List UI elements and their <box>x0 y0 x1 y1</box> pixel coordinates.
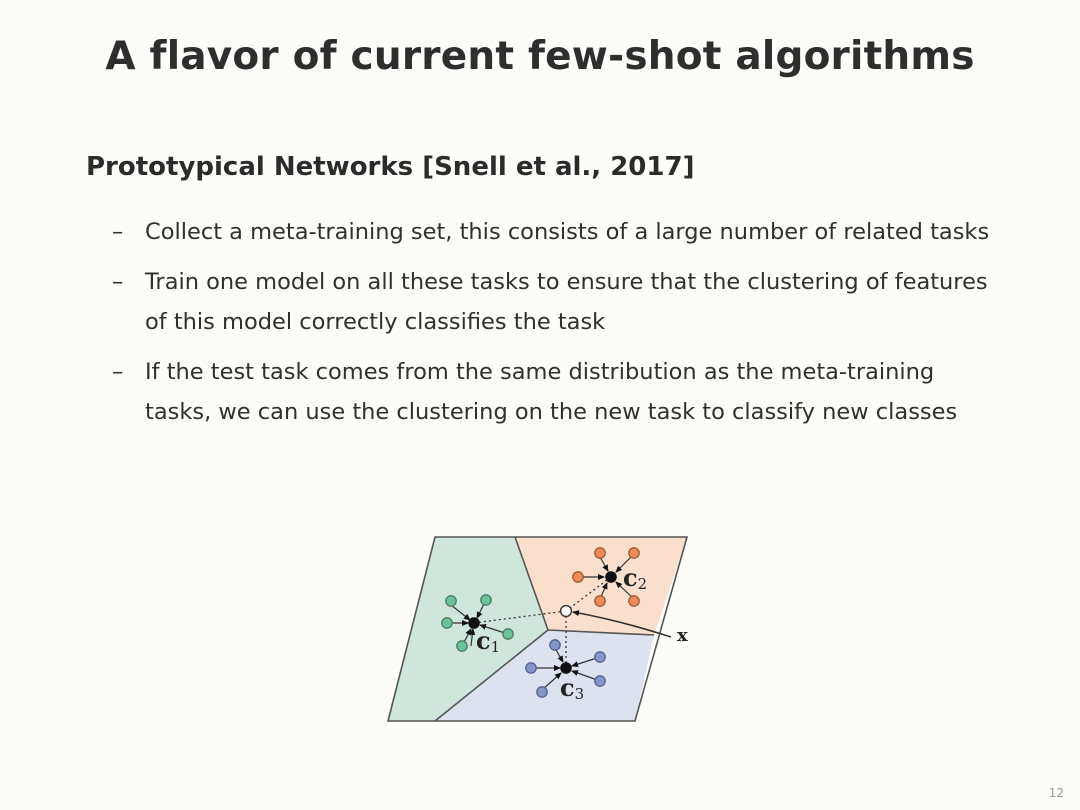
bullet-item-3 <box>112 352 992 432</box>
label-query: x <box>677 625 688 646</box>
bullet-text-3: If the test task comes from the same distribution as the meta-training tasks, we can use the clustering on the new task to classify new classes <box>145 359 958 425</box>
support-point-c3 <box>595 652 605 662</box>
bullet-item-1 <box>112 212 992 252</box>
support-point-c1 <box>481 595 491 605</box>
support-point-c2 <box>629 548 639 558</box>
bullet-list <box>112 212 992 442</box>
bullet-dash: – <box>112 219 124 245</box>
section-heading: Prototypical Networks [Snell et al., 2017] <box>86 152 695 182</box>
support-point-c2 <box>629 596 639 606</box>
bullet-dash: – <box>112 269 124 295</box>
support-point-c3 <box>537 687 547 697</box>
support-point-c1 <box>446 596 456 606</box>
support-point-c1 <box>503 629 513 639</box>
support-point-c2 <box>573 572 583 582</box>
bullet-item-2 <box>112 262 992 342</box>
support-point-c2 <box>595 596 605 606</box>
query-point <box>561 606 572 617</box>
page-number: 12 <box>1048 786 1064 800</box>
support-point-c1 <box>442 618 452 628</box>
prototype-c2 <box>605 571 617 583</box>
bullet-dash: – <box>112 359 124 385</box>
slide-title: A flavor of current few-shot algorithms <box>105 34 975 79</box>
support-point-c2 <box>595 548 605 558</box>
support-point-c1 <box>457 641 467 651</box>
bullet-text-1: Collect a meta-training set, this consists of a large number of related tasks <box>145 219 990 245</box>
prototypical-networks-diagram <box>378 524 708 734</box>
bullet-text-2: Train one model on all these tasks to ensure that the clustering of features of this model correctly classifies the task <box>145 269 988 335</box>
label-c1: c1 <box>476 626 501 656</box>
support-point-c3 <box>526 663 536 673</box>
label-c3: c3 <box>560 673 585 703</box>
support-point-c3 <box>595 676 605 686</box>
support-point-c3 <box>550 640 560 650</box>
label-c2: c2 <box>623 563 648 593</box>
